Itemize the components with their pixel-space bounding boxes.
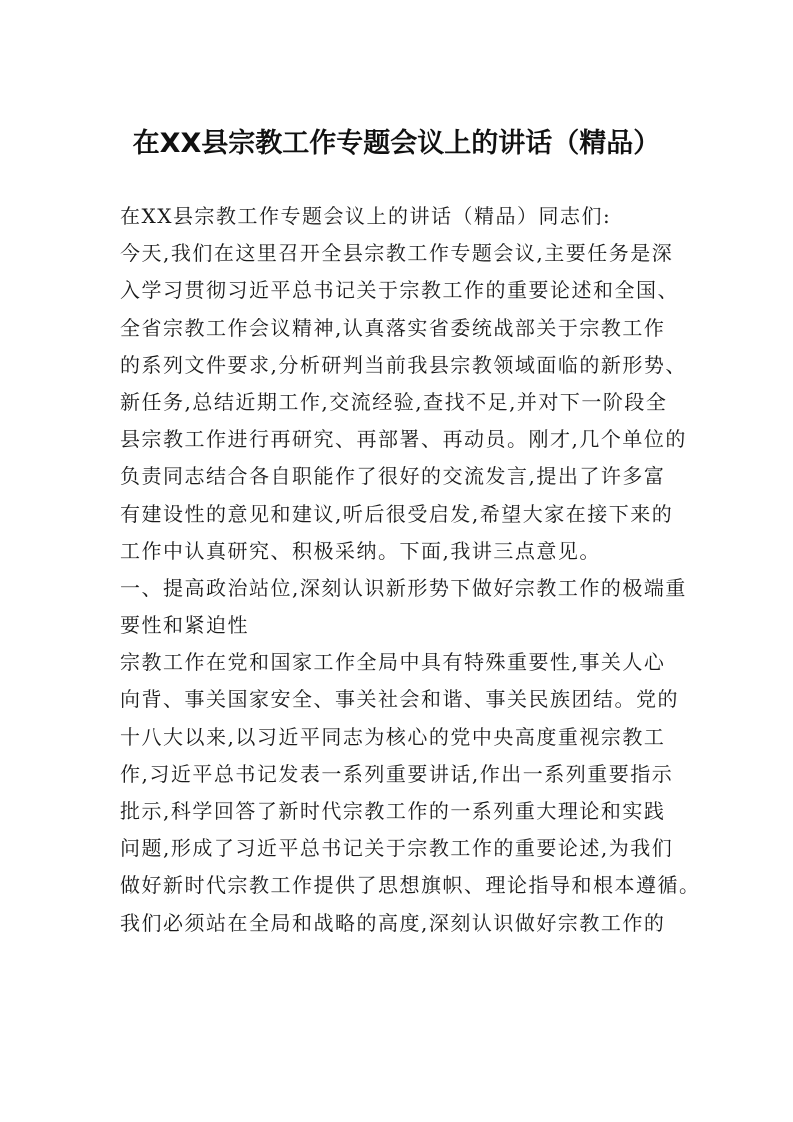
text-line: 我们必须站在全局和战略的高度,深刻认识做好宗教工作的 [120,910,666,935]
text-line: 新任务,总结近期工作,交流经验,查找不足,并对下一阶段全 [120,389,668,414]
text-line: 在XX县宗教工作专题会议上的讲话（精品）同志们: [120,204,612,228]
document-body [120,198,700,942]
text-line: 做好新时代宗教工作提供了思想旗帜、理论指导和根本遵循。 [120,873,701,898]
text-line: 今天,我们在这里召开全县宗教工作专题会议,主要任务是深 [120,241,674,266]
text-line: 十八大以来,以习近平同志为核心的党中央高度重视宗教工 [120,724,666,749]
text-line: 批示,科学回答了新时代宗教工作的一系列重大理论和实践 [120,799,666,823]
text-line: 负责同志结合各自职能作了很好的交流发言,提出了许多富 [120,464,666,489]
text-line: 有建设性的意见和建议,听后很受启发,希望大家在接下来的 [120,501,674,526]
text-line: 全省宗教工作会议精神,认真落实省委统战部关于宗教工作 [120,315,666,340]
text-line: 要性和紧迫性 [120,613,249,638]
text-line: 一、提高政治站位,深刻认识新形势下做好宗教工作的极端重 [120,575,687,600]
text-line: 问题,形成了习近平总书记关于宗教工作的重要论述,为我们 [120,836,674,861]
text-line: 县宗教工作进行再研究、再部署、再动员。刚才,几个单位的 [120,427,687,452]
text-line: 的系列文件要求,分析研判当前我县宗教领域面临的新形势、 [120,352,687,377]
text-line: 向背、事关国家安全、事关社会和谐、事关民族团结。党的 [120,687,679,712]
text-line: 作,习近平总书记发表一系列重要讲话,作出一系列重要指示 [120,761,674,786]
text-line: 入学习贯彻习近平总书记关于宗教工作的重要论述和全国、 [120,278,679,303]
text-line: 工作中认真研究、积极采纳。下面,我讲三点意见。 [120,538,601,563]
text-line: 宗教工作在党和国家工作全局中具有特殊重要性,事关人心 [120,650,666,675]
document-title: 在XX县宗教工作专题会议上的讲话（精品） [132,128,661,159]
